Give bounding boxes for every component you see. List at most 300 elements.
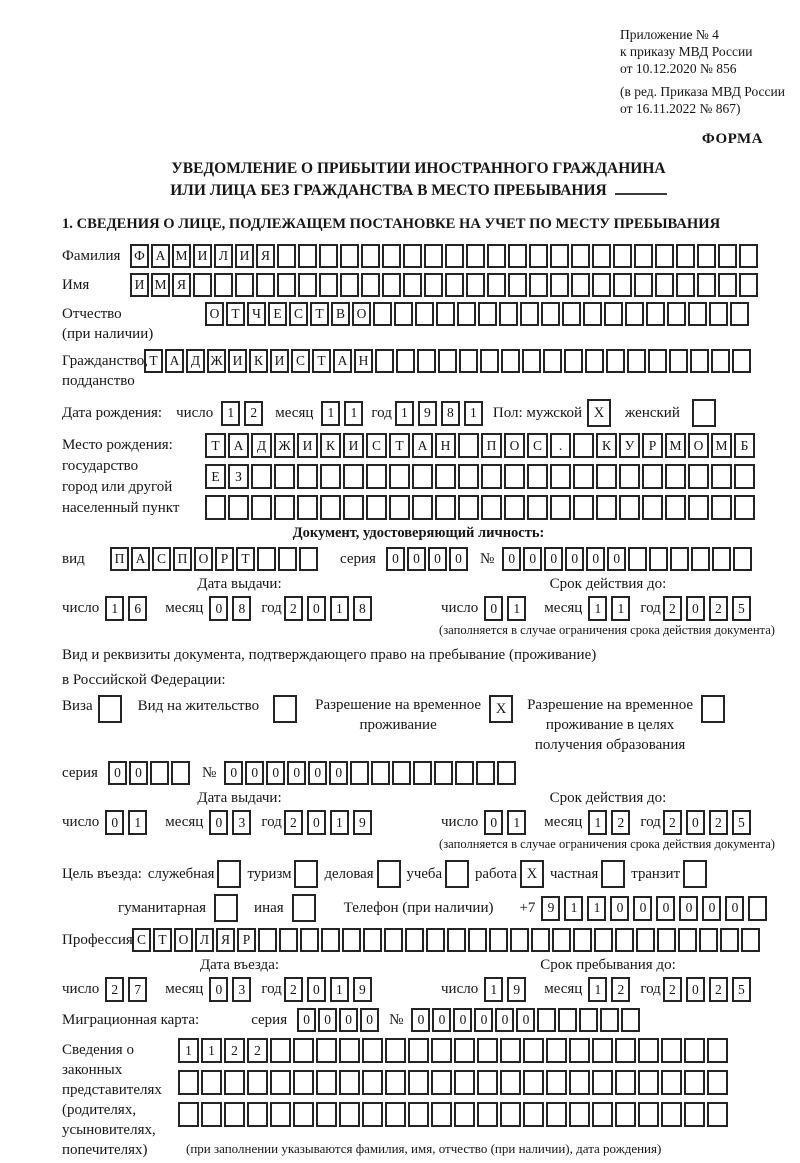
char-cell[interactable]: П bbox=[110, 547, 129, 571]
char-cell[interactable] bbox=[688, 302, 707, 326]
char-cell[interactable] bbox=[458, 464, 479, 489]
char-cell[interactable] bbox=[583, 302, 602, 326]
char-cell[interactable] bbox=[499, 302, 518, 326]
char-cell[interactable] bbox=[477, 1038, 498, 1063]
char-cell[interactable] bbox=[523, 1038, 544, 1063]
char-cell[interactable] bbox=[361, 244, 380, 268]
char-cell[interactable] bbox=[424, 244, 443, 268]
char-cell[interactable] bbox=[642, 495, 663, 520]
purpose-study-checkbox[interactable] bbox=[445, 860, 469, 888]
char-cell[interactable] bbox=[711, 464, 732, 489]
char-cell[interactable] bbox=[638, 1102, 659, 1127]
char-cell[interactable]: С bbox=[152, 547, 171, 571]
char-cell[interactable] bbox=[573, 464, 594, 489]
char-cell[interactable]: 0 bbox=[544, 547, 563, 571]
char-cell[interactable] bbox=[339, 1070, 360, 1095]
char-cell[interactable]: 1 bbox=[330, 810, 349, 835]
char-cell[interactable] bbox=[636, 928, 655, 952]
char-cell[interactable]: И bbox=[270, 349, 289, 373]
char-cell[interactable] bbox=[648, 349, 667, 373]
char-cell[interactable]: 0 bbox=[516, 1008, 535, 1032]
char-cell[interactable] bbox=[550, 273, 569, 297]
char-cell[interactable]: 0 bbox=[318, 1008, 337, 1032]
char-cell[interactable]: 0 bbox=[307, 977, 326, 1002]
char-cell[interactable] bbox=[193, 273, 212, 297]
char-cell[interactable] bbox=[362, 1038, 383, 1063]
char-cell[interactable]: 0 bbox=[702, 896, 721, 921]
char-cell[interactable]: А bbox=[333, 349, 352, 373]
char-cell[interactable] bbox=[394, 302, 413, 326]
char-cell[interactable] bbox=[435, 464, 456, 489]
char-cell[interactable] bbox=[340, 244, 359, 268]
char-cell[interactable] bbox=[408, 1070, 429, 1095]
char-cell[interactable] bbox=[251, 495, 272, 520]
char-cell[interactable]: 2 bbox=[611, 810, 630, 835]
char-cell[interactable]: И bbox=[130, 273, 149, 297]
char-cell[interactable] bbox=[585, 349, 604, 373]
char-cell[interactable] bbox=[676, 244, 695, 268]
char-cell[interactable] bbox=[361, 273, 380, 297]
char-cell[interactable]: 0 bbox=[209, 977, 228, 1002]
char-cell[interactable]: 1 bbox=[221, 401, 240, 426]
char-cell[interactable] bbox=[741, 928, 760, 952]
char-cell[interactable]: С bbox=[132, 928, 151, 952]
char-cell[interactable]: Н bbox=[435, 433, 456, 458]
char-cell[interactable]: 2 bbox=[284, 810, 303, 835]
char-cell[interactable] bbox=[270, 1102, 291, 1127]
char-cell[interactable] bbox=[573, 928, 592, 952]
char-cell[interactable]: 0 bbox=[386, 547, 405, 571]
char-cell[interactable] bbox=[592, 1070, 613, 1095]
char-cell[interactable]: 0 bbox=[245, 761, 264, 785]
char-cell[interactable] bbox=[665, 495, 686, 520]
char-cell[interactable]: 1 bbox=[588, 977, 607, 1002]
char-cell[interactable]: Л bbox=[195, 928, 214, 952]
char-cell[interactable]: Р bbox=[237, 928, 256, 952]
char-cell[interactable]: 0 bbox=[266, 761, 285, 785]
char-cell[interactable]: 1 bbox=[128, 810, 147, 835]
char-cell[interactable]: Е bbox=[268, 302, 287, 326]
char-cell[interactable] bbox=[293, 1070, 314, 1095]
purpose-work-checkbox[interactable]: X bbox=[520, 860, 544, 888]
char-cell[interactable]: 2 bbox=[105, 977, 124, 1002]
char-cell[interactable] bbox=[594, 928, 613, 952]
char-cell[interactable] bbox=[382, 273, 401, 297]
char-cell[interactable] bbox=[431, 1070, 452, 1095]
char-cell[interactable]: 5 bbox=[732, 810, 751, 835]
char-cell[interactable]: Т bbox=[153, 928, 172, 952]
char-cell[interactable] bbox=[684, 1070, 705, 1095]
char-cell[interactable]: 1 bbox=[588, 596, 607, 621]
char-cell[interactable] bbox=[228, 495, 249, 520]
char-cell[interactable] bbox=[657, 928, 676, 952]
char-cell[interactable] bbox=[366, 495, 387, 520]
char-cell[interactable] bbox=[646, 302, 665, 326]
char-cell[interactable] bbox=[343, 495, 364, 520]
char-cell[interactable] bbox=[458, 433, 479, 458]
char-cell[interactable] bbox=[477, 1102, 498, 1127]
char-cell[interactable]: С bbox=[291, 349, 310, 373]
char-cell[interactable]: Ч bbox=[247, 302, 266, 326]
char-cell[interactable] bbox=[732, 349, 751, 373]
char-cell[interactable] bbox=[546, 1038, 567, 1063]
char-cell[interactable] bbox=[487, 273, 506, 297]
char-cell[interactable]: 0 bbox=[523, 547, 542, 571]
char-cell[interactable]: Ж bbox=[274, 433, 295, 458]
char-cell[interactable] bbox=[550, 244, 569, 268]
char-cell[interactable] bbox=[541, 302, 560, 326]
char-cell[interactable]: О bbox=[174, 928, 193, 952]
purpose-transit-checkbox[interactable] bbox=[683, 860, 707, 888]
char-cell[interactable] bbox=[480, 349, 499, 373]
char-cell[interactable] bbox=[604, 302, 623, 326]
char-cell[interactable] bbox=[384, 928, 403, 952]
char-cell[interactable] bbox=[628, 547, 647, 571]
char-cell[interactable]: 0 bbox=[725, 896, 744, 921]
char-cell[interactable] bbox=[550, 495, 571, 520]
char-cell[interactable] bbox=[438, 349, 457, 373]
char-cell[interactable] bbox=[529, 273, 548, 297]
char-cell[interactable] bbox=[466, 244, 485, 268]
char-cell[interactable] bbox=[571, 244, 590, 268]
char-cell[interactable]: 0 bbox=[474, 1008, 493, 1032]
char-cell[interactable] bbox=[655, 273, 674, 297]
char-cell[interactable]: Я bbox=[216, 928, 235, 952]
char-cell[interactable]: 0 bbox=[607, 547, 626, 571]
char-cell[interactable] bbox=[564, 349, 583, 373]
char-cell[interactable] bbox=[417, 349, 436, 373]
char-cell[interactable]: И bbox=[235, 244, 254, 268]
rvp-checkbox[interactable]: X bbox=[489, 695, 513, 723]
char-cell[interactable]: 0 bbox=[686, 977, 705, 1002]
char-cell[interactable]: Т bbox=[226, 302, 245, 326]
char-cell[interactable]: 0 bbox=[308, 761, 327, 785]
char-cell[interactable] bbox=[688, 495, 709, 520]
char-cell[interactable] bbox=[569, 1102, 590, 1127]
char-cell[interactable] bbox=[408, 1038, 429, 1063]
char-cell[interactable] bbox=[690, 349, 709, 373]
char-cell[interactable] bbox=[508, 244, 527, 268]
char-cell[interactable] bbox=[178, 1070, 199, 1095]
char-cell[interactable] bbox=[389, 495, 410, 520]
char-cell[interactable] bbox=[543, 349, 562, 373]
char-cell[interactable]: 2 bbox=[709, 810, 728, 835]
char-cell[interactable] bbox=[734, 464, 755, 489]
purpose-other-checkbox[interactable] bbox=[292, 894, 316, 922]
char-cell[interactable] bbox=[520, 302, 539, 326]
char-cell[interactable]: 0 bbox=[329, 761, 348, 785]
char-cell[interactable] bbox=[297, 495, 318, 520]
char-cell[interactable] bbox=[504, 495, 525, 520]
char-cell[interactable] bbox=[619, 495, 640, 520]
char-cell[interactable]: 0 bbox=[407, 547, 426, 571]
char-cell[interactable]: 1 bbox=[330, 977, 349, 1002]
char-cell[interactable]: 0 bbox=[610, 896, 629, 921]
char-cell[interactable] bbox=[274, 464, 295, 489]
char-cell[interactable] bbox=[445, 273, 464, 297]
char-cell[interactable] bbox=[523, 1070, 544, 1095]
char-cell[interactable]: 2 bbox=[611, 977, 630, 1002]
char-cell[interactable] bbox=[270, 1070, 291, 1095]
char-cell[interactable] bbox=[579, 1008, 598, 1032]
char-cell[interactable] bbox=[529, 244, 548, 268]
char-cell[interactable] bbox=[615, 1070, 636, 1095]
char-cell[interactable] bbox=[403, 273, 422, 297]
sex-male-checkbox[interactable]: X bbox=[587, 399, 611, 427]
char-cell[interactable]: 1 bbox=[507, 810, 526, 835]
char-cell[interactable] bbox=[279, 928, 298, 952]
char-cell[interactable]: 1 bbox=[588, 810, 607, 835]
char-cell[interactable]: 0 bbox=[108, 761, 127, 785]
char-cell[interactable]: Т bbox=[236, 547, 255, 571]
char-cell[interactable] bbox=[235, 273, 254, 297]
char-cell[interactable] bbox=[720, 928, 739, 952]
char-cell[interactable]: А bbox=[151, 244, 170, 268]
char-cell[interactable] bbox=[247, 1102, 268, 1127]
char-cell[interactable] bbox=[293, 1038, 314, 1063]
char-cell[interactable]: 2 bbox=[247, 1038, 268, 1063]
char-cell[interactable]: 0 bbox=[411, 1008, 430, 1032]
char-cell[interactable] bbox=[224, 1102, 245, 1127]
residence-permit-checkbox[interactable] bbox=[273, 695, 297, 723]
char-cell[interactable] bbox=[552, 928, 571, 952]
char-cell[interactable]: 1 bbox=[507, 596, 526, 621]
char-cell[interactable] bbox=[403, 244, 422, 268]
char-cell[interactable] bbox=[527, 464, 548, 489]
char-cell[interactable]: Т bbox=[205, 433, 226, 458]
char-cell[interactable] bbox=[466, 273, 485, 297]
char-cell[interactable]: О bbox=[688, 433, 709, 458]
char-cell[interactable]: Т bbox=[144, 349, 163, 373]
char-cell[interactable]: Б bbox=[734, 433, 755, 458]
char-cell[interactable] bbox=[298, 244, 317, 268]
char-cell[interactable] bbox=[459, 349, 478, 373]
char-cell[interactable]: 1 bbox=[201, 1038, 222, 1063]
char-cell[interactable]: О bbox=[194, 547, 213, 571]
char-cell[interactable]: 8 bbox=[232, 596, 251, 621]
char-cell[interactable] bbox=[734, 495, 755, 520]
char-cell[interactable]: С bbox=[289, 302, 308, 326]
char-cell[interactable] bbox=[667, 302, 686, 326]
char-cell[interactable]: И bbox=[228, 349, 247, 373]
char-cell[interactable] bbox=[412, 464, 433, 489]
char-cell[interactable]: 0 bbox=[502, 547, 521, 571]
char-cell[interactable] bbox=[297, 464, 318, 489]
char-cell[interactable] bbox=[319, 244, 338, 268]
purpose-private-checkbox[interactable] bbox=[601, 860, 625, 888]
char-cell[interactable] bbox=[711, 495, 732, 520]
char-cell[interactable]: 9 bbox=[507, 977, 526, 1002]
char-cell[interactable]: 0 bbox=[453, 1008, 472, 1032]
sex-female-checkbox[interactable] bbox=[692, 399, 716, 427]
char-cell[interactable]: О bbox=[504, 433, 525, 458]
char-cell[interactable]: 2 bbox=[663, 977, 682, 1002]
char-cell[interactable] bbox=[655, 244, 674, 268]
char-cell[interactable] bbox=[320, 495, 341, 520]
char-cell[interactable] bbox=[371, 761, 390, 785]
char-cell[interactable]: И bbox=[343, 433, 364, 458]
char-cell[interactable] bbox=[362, 1070, 383, 1095]
char-cell[interactable] bbox=[571, 273, 590, 297]
char-cell[interactable] bbox=[678, 928, 697, 952]
char-cell[interactable] bbox=[477, 1070, 498, 1095]
char-cell[interactable] bbox=[621, 1008, 640, 1032]
char-cell[interactable] bbox=[458, 495, 479, 520]
char-cell[interactable] bbox=[468, 928, 487, 952]
char-cell[interactable] bbox=[274, 495, 295, 520]
char-cell[interactable]: Ж bbox=[207, 349, 226, 373]
char-cell[interactable]: 0 bbox=[656, 896, 675, 921]
char-cell[interactable] bbox=[481, 495, 502, 520]
char-cell[interactable]: А bbox=[165, 349, 184, 373]
char-cell[interactable] bbox=[316, 1070, 337, 1095]
char-cell[interactable]: 9 bbox=[418, 401, 437, 426]
char-cell[interactable] bbox=[500, 1038, 521, 1063]
char-cell[interactable] bbox=[531, 928, 550, 952]
char-cell[interactable] bbox=[455, 761, 474, 785]
char-cell[interactable]: 9 bbox=[353, 810, 372, 835]
char-cell[interactable] bbox=[385, 1102, 406, 1127]
char-cell[interactable]: О bbox=[205, 302, 224, 326]
char-cell[interactable]: Д bbox=[251, 433, 272, 458]
char-cell[interactable]: 0 bbox=[105, 810, 124, 835]
char-cell[interactable] bbox=[319, 273, 338, 297]
char-cell[interactable] bbox=[546, 1102, 567, 1127]
char-cell[interactable] bbox=[569, 1038, 590, 1063]
char-cell[interactable] bbox=[739, 273, 758, 297]
char-cell[interactable]: Л bbox=[214, 244, 233, 268]
char-cell[interactable] bbox=[373, 302, 392, 326]
char-cell[interactable]: П bbox=[173, 547, 192, 571]
char-cell[interactable] bbox=[649, 547, 668, 571]
char-cell[interactable]: 0 bbox=[360, 1008, 379, 1032]
char-cell[interactable] bbox=[712, 547, 731, 571]
char-cell[interactable] bbox=[699, 928, 718, 952]
char-cell[interactable]: Р bbox=[215, 547, 234, 571]
char-cell[interactable] bbox=[298, 273, 317, 297]
char-cell[interactable] bbox=[385, 1070, 406, 1095]
char-cell[interactable]: А bbox=[228, 433, 249, 458]
char-cell[interactable] bbox=[619, 464, 640, 489]
char-cell[interactable]: С bbox=[527, 433, 548, 458]
char-cell[interactable] bbox=[718, 244, 737, 268]
char-cell[interactable]: Т bbox=[389, 433, 410, 458]
char-cell[interactable] bbox=[697, 273, 716, 297]
char-cell[interactable]: А bbox=[412, 433, 433, 458]
char-cell[interactable] bbox=[201, 1070, 222, 1095]
char-cell[interactable] bbox=[733, 547, 752, 571]
char-cell[interactable] bbox=[504, 464, 525, 489]
char-cell[interactable] bbox=[625, 302, 644, 326]
char-cell[interactable] bbox=[412, 495, 433, 520]
char-cell[interactable]: 2 bbox=[709, 596, 728, 621]
char-cell[interactable] bbox=[278, 547, 297, 571]
char-cell[interactable] bbox=[256, 273, 275, 297]
char-cell[interactable] bbox=[562, 302, 581, 326]
char-cell[interactable] bbox=[445, 244, 464, 268]
char-cell[interactable]: 0 bbox=[432, 1008, 451, 1032]
char-cell[interactable]: 1 bbox=[344, 401, 363, 426]
char-cell[interactable] bbox=[413, 761, 432, 785]
char-cell[interactable] bbox=[592, 244, 611, 268]
char-cell[interactable] bbox=[382, 244, 401, 268]
rvp-education-checkbox[interactable] bbox=[701, 695, 725, 723]
char-cell[interactable]: Т bbox=[310, 302, 329, 326]
purpose-business-checkbox[interactable] bbox=[377, 860, 401, 888]
char-cell[interactable]: 0 bbox=[428, 547, 447, 571]
char-cell[interactable] bbox=[600, 1008, 619, 1032]
char-cell[interactable]: З bbox=[228, 464, 249, 489]
char-cell[interactable]: 0 bbox=[586, 547, 605, 571]
char-cell[interactable]: 1 bbox=[611, 596, 630, 621]
char-cell[interactable] bbox=[300, 928, 319, 952]
char-cell[interactable]: 9 bbox=[353, 977, 372, 1002]
char-cell[interactable]: 9 bbox=[541, 896, 560, 921]
char-cell[interactable]: 2 bbox=[663, 810, 682, 835]
char-cell[interactable] bbox=[676, 273, 695, 297]
char-cell[interactable] bbox=[748, 896, 767, 921]
char-cell[interactable]: 0 bbox=[679, 896, 698, 921]
char-cell[interactable] bbox=[718, 273, 737, 297]
char-cell[interactable] bbox=[500, 1102, 521, 1127]
char-cell[interactable]: С bbox=[366, 433, 387, 458]
char-cell[interactable]: У bbox=[619, 433, 640, 458]
char-cell[interactable] bbox=[592, 1038, 613, 1063]
char-cell[interactable] bbox=[363, 928, 382, 952]
char-cell[interactable] bbox=[550, 464, 571, 489]
char-cell[interactable]: А bbox=[131, 547, 150, 571]
char-cell[interactable] bbox=[366, 464, 387, 489]
char-cell[interactable]: 2 bbox=[284, 596, 303, 621]
char-cell[interactable]: 0 bbox=[209, 596, 228, 621]
char-cell[interactable] bbox=[739, 244, 758, 268]
char-cell[interactable] bbox=[501, 349, 520, 373]
char-cell[interactable] bbox=[527, 495, 548, 520]
char-cell[interactable]: 0 bbox=[484, 596, 503, 621]
char-cell[interactable] bbox=[362, 1102, 383, 1127]
char-cell[interactable] bbox=[342, 928, 361, 952]
char-cell[interactable] bbox=[392, 761, 411, 785]
char-cell[interactable]: И bbox=[297, 433, 318, 458]
char-cell[interactable] bbox=[497, 761, 516, 785]
char-cell[interactable]: 0 bbox=[339, 1008, 358, 1032]
char-cell[interactable] bbox=[258, 928, 277, 952]
char-cell[interactable] bbox=[500, 1070, 521, 1095]
char-cell[interactable] bbox=[634, 273, 653, 297]
char-cell[interactable] bbox=[457, 302, 476, 326]
char-cell[interactable] bbox=[688, 464, 709, 489]
char-cell[interactable]: 1 bbox=[178, 1038, 199, 1063]
char-cell[interactable]: К bbox=[320, 433, 341, 458]
char-cell[interactable] bbox=[435, 495, 456, 520]
char-cell[interactable] bbox=[251, 464, 272, 489]
char-cell[interactable] bbox=[634, 244, 653, 268]
char-cell[interactable] bbox=[665, 464, 686, 489]
char-cell[interactable] bbox=[638, 1070, 659, 1095]
char-cell[interactable]: Ф bbox=[130, 244, 149, 268]
char-cell[interactable] bbox=[711, 349, 730, 373]
char-cell[interactable] bbox=[684, 1038, 705, 1063]
char-cell[interactable] bbox=[592, 1102, 613, 1127]
char-cell[interactable]: 1 bbox=[484, 977, 503, 1002]
char-cell[interactable]: М bbox=[151, 273, 170, 297]
char-cell[interactable] bbox=[730, 302, 749, 326]
char-cell[interactable]: 1 bbox=[587, 896, 606, 921]
char-cell[interactable]: 1 bbox=[321, 401, 340, 426]
purpose-tourism-checkbox[interactable] bbox=[294, 860, 318, 888]
char-cell[interactable] bbox=[436, 302, 455, 326]
char-cell[interactable] bbox=[481, 464, 502, 489]
